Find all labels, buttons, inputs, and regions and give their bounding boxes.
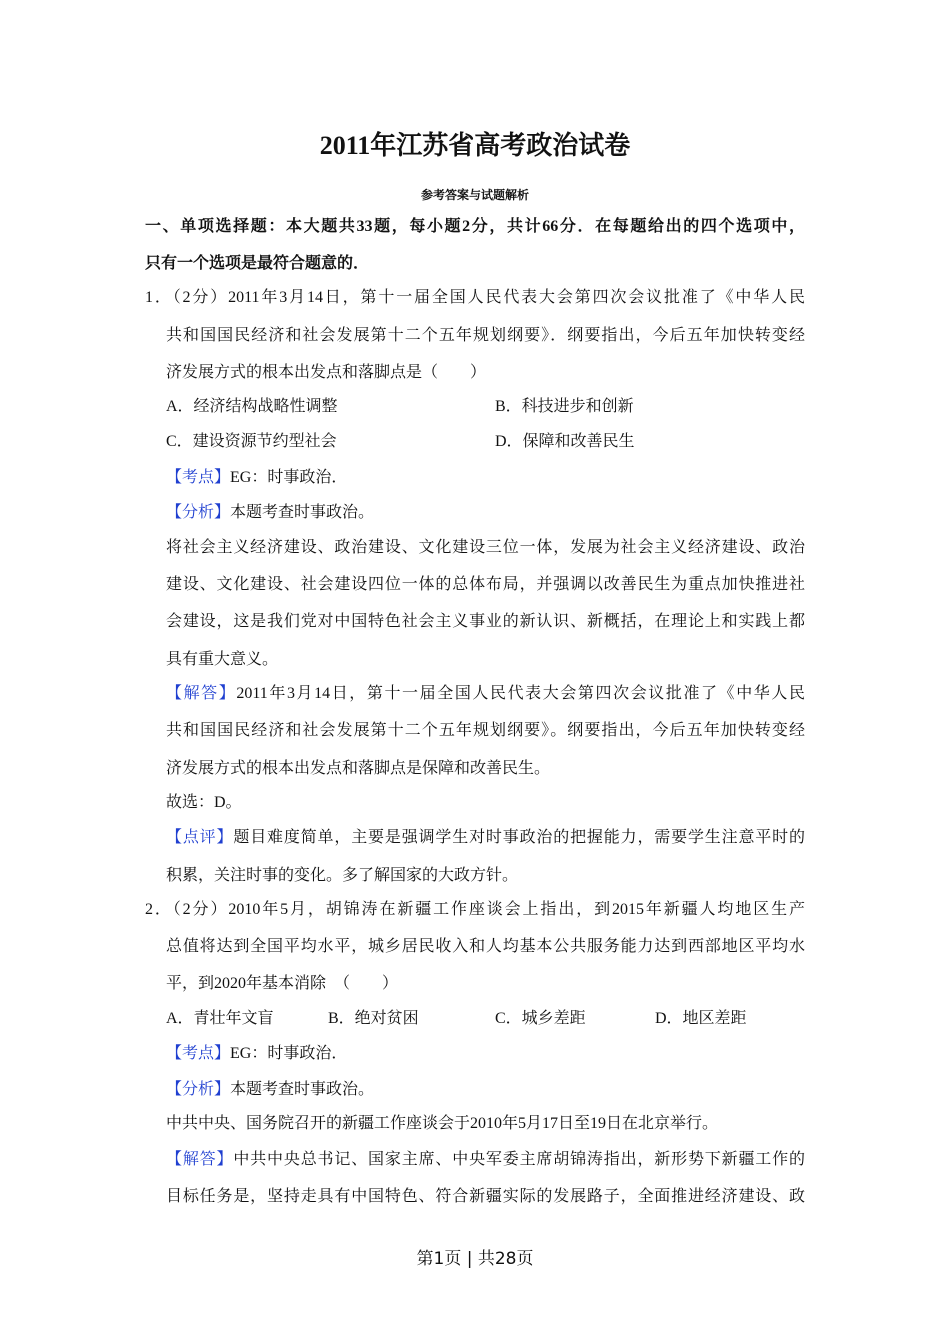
option-a: A．经济结构战略性调整: [166, 398, 338, 415]
dianping-text: 积累，关注时事的变化。多了解国家的大政方针。: [166, 867, 519, 884]
option-b: B．科技进步和创新: [495, 398, 634, 415]
question-text: 济发展方式的根本出发点和落脚点是（ ）: [166, 364, 487, 381]
option-a: A．青壮年文盲: [166, 1010, 274, 1027]
dianping: [166, 828, 805, 848]
page-footer: 第1页 | 共28页: [416, 1249, 534, 1269]
question-text: 共和国国民经济和社会发展第十二个五年规划纲要》．纲要指出，今后五年加快转变经: [166, 327, 805, 344]
analysis-text: 建设、文化建设、社会建设四位一体的总体布局，并强调以改善民生为重点加快推进社: [166, 576, 805, 593]
fenxi: [166, 1080, 805, 1100]
fenxi-text: 本题考查时事政治。: [230, 504, 375, 521]
fenxi: [166, 503, 805, 523]
fenxi-tag: 【分析】: [166, 1081, 231, 1098]
fenxi-text: 本题考查时事政治。: [230, 1081, 375, 1098]
question-text: 1．（2分）2011年3月14日，第十一届全国人民代表大会第四次会议批准了《中华人民: [145, 289, 805, 306]
kaodian-tag: 【考点】: [166, 469, 231, 486]
fenxi-tag: 【分析】: [166, 504, 231, 521]
answer: 故选：D。: [166, 794, 242, 811]
analysis-text: 将社会主义经济建设、政治建设、文化建设三位一体，发展为社会主义经济建设、政治: [166, 539, 805, 556]
jieda-tag: 【解答】: [166, 685, 237, 702]
jieda-text: 济发展方式的根本出发点和落脚点是保障和改善民生。: [166, 760, 551, 777]
dianping-text: 题目难度简单，主要是强调学生对时事政治的把握能力，需要学生注意平时的: [233, 829, 805, 846]
kaodian: [166, 468, 805, 488]
analysis-text: 中共中央、国务院召开的新疆工作座谈会于2010年5月17日至19日在北京举行。: [166, 1115, 719, 1132]
page-subtitle: 参考答案与试题解析: [420, 188, 529, 202]
kaodian-text: EG：时事政治．: [230, 1045, 348, 1062]
dianping-tag: 【点评】: [166, 829, 234, 846]
question-text: 总值将达到全国平均水平，城乡居民收入和人均基本公共服务能力达到西部地区平均水: [166, 938, 805, 955]
kaodian: [166, 1044, 805, 1064]
jieda-tag: 【解答】: [166, 1151, 234, 1168]
kaodian-tag: 【考点】: [166, 1045, 231, 1062]
jieda: [166, 684, 805, 704]
option-d: D．地区差距: [655, 1010, 747, 1027]
question-text: 平，到2020年基本消除 （ ）: [166, 975, 399, 992]
jieda-text: 2011年3月14日，第十一届全国人民代表大会第四次会议批准了《中华人民: [236, 685, 805, 702]
kaodian-text: EG：时事政治．: [230, 469, 348, 486]
question-text: 2．（2分）2010年5月，胡锦涛在新疆工作座谈会上指出，到2015年新疆人均地区生产: [145, 901, 805, 918]
jieda: [166, 1150, 805, 1170]
page-title: 2011年江苏省高考政治试卷: [319, 131, 631, 160]
section-heading-cont: 只有一个选项是最符合题意的．: [145, 255, 370, 272]
option-c: C．城乡差距: [495, 1010, 586, 1027]
jieda-text: 共和国国民经济和社会发展第十二个五年规划纲要》。纲要指出，今后五年加快转变经: [166, 722, 805, 739]
option-d: D．保障和改善民生: [495, 433, 635, 450]
jieda-text: 目标任务是，坚持走具有中国特色、符合新疆实际的发展路子，全面推进经济建设、政: [166, 1188, 805, 1205]
option-c: C．建设资源节约型社会: [166, 433, 337, 450]
analysis-text: 会建设，这是我们党对中国特色社会主义事业的新认识、新概括，在理论上和实践上都: [166, 613, 805, 630]
analysis-text: 具有重大意义。: [166, 651, 279, 668]
section-heading: 一、单项选择题：本大题共33题，每小题2分，共计66分．在每题给出的四个选项中，: [145, 218, 805, 235]
option-b: B．绝对贫困: [328, 1010, 419, 1027]
jieda-text: 中共中央总书记、国家主席、中央军委主席胡锦涛指出，新形势下新疆工作的: [233, 1151, 805, 1168]
